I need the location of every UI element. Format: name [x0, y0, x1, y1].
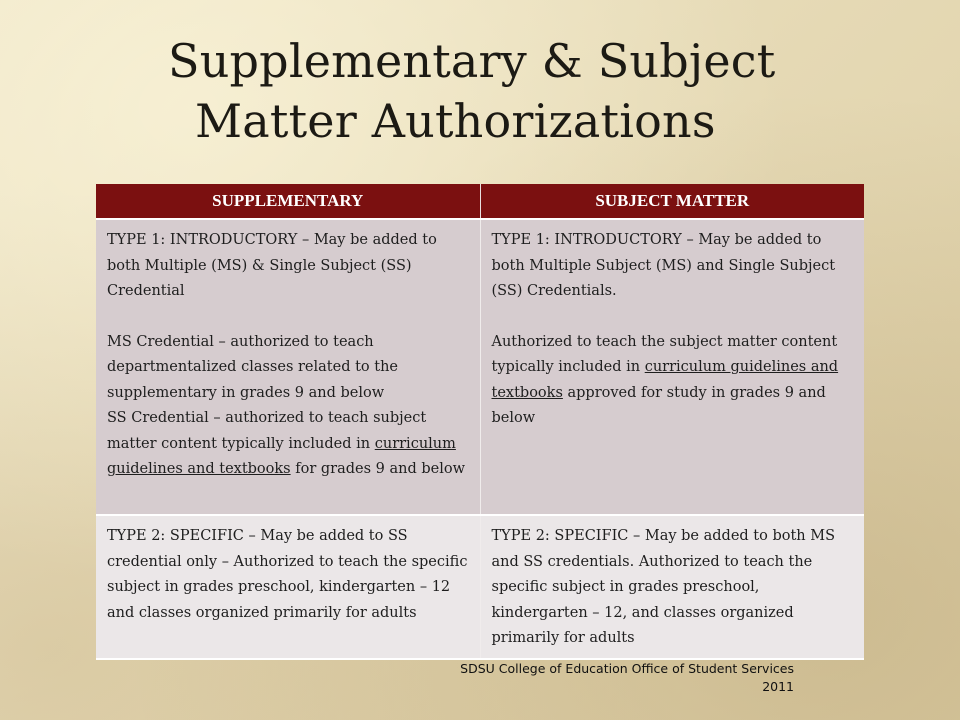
type1-ss-credential-text — [107, 406, 470, 483]
type1-subject-matter-intro: TYPE 1: INTRODUCTORY – May be added to both Multiple Subject (MS) and Single Subject (SS) Credentials. — [491, 232, 836, 299]
type1-subject-matter-authorization — [492, 330, 855, 432]
type2-supplementary-cell: TYPE 2: SPECIFIC – May be added to SS credential only – Authorized to teach the specific subject in grades preschool, kindergarten – 12 and classes organized primarily for adults — [96, 515, 480, 659]
type1-subject-matter-cell — [480, 219, 864, 515]
type1-sm-text-start: Authorized to teach the subject matter content typically included in — [491, 333, 838, 375]
footer-year: 2011 — [762, 679, 794, 694]
footer-credit — [430, 660, 794, 696]
curriculum-guidelines-underlined: curriculum guidelines and textbooks — [107, 435, 456, 477]
table-row — [96, 219, 864, 515]
curriculum-guidelines-underlined: curriculum guidelines and textbooks — [491, 359, 839, 401]
slide-title-line-2: Matter Authorizations — [195, 94, 716, 148]
table-row — [96, 515, 864, 659]
type1-sm-text-end: approved for study in grades 9 and below — [491, 384, 826, 426]
type2-subject-matter-cell: TYPE 2: SPECIFIC – May be added to both MS and SS credentials. Authorized to teach the specific subject in grades preschool, kindergarten – 12, and classes organized primarily for adults — [480, 515, 864, 659]
type1-ss-text-end: for grades 9 and below — [290, 461, 465, 477]
type1-ms-credential-text: MS Credential – authorized to teach departmentalized classes related to the supplementary in grades 9 and below — [107, 333, 398, 401]
header-subject-matter: SUBJECT MATTER — [480, 184, 864, 219]
slide-title-line-1: Supplementary & Subject — [168, 34, 776, 88]
table-header-row — [96, 184, 864, 219]
footer-organization: SDSU College of Education Office of Student Services — [460, 661, 794, 676]
type1-ss-text-start: SS Credential – authorized to teach subject matter content typically included in — [107, 410, 427, 452]
header-supplementary: SUPPLEMENTARY — [96, 184, 480, 219]
type1-supplementary-intro: TYPE 1: INTRODUCTORY – May be added to both Multiple (MS) & Single Subject (SS) Credential — [107, 232, 437, 299]
authorizations-table — [96, 184, 864, 660]
type1-supplementary-cell — [96, 219, 480, 515]
